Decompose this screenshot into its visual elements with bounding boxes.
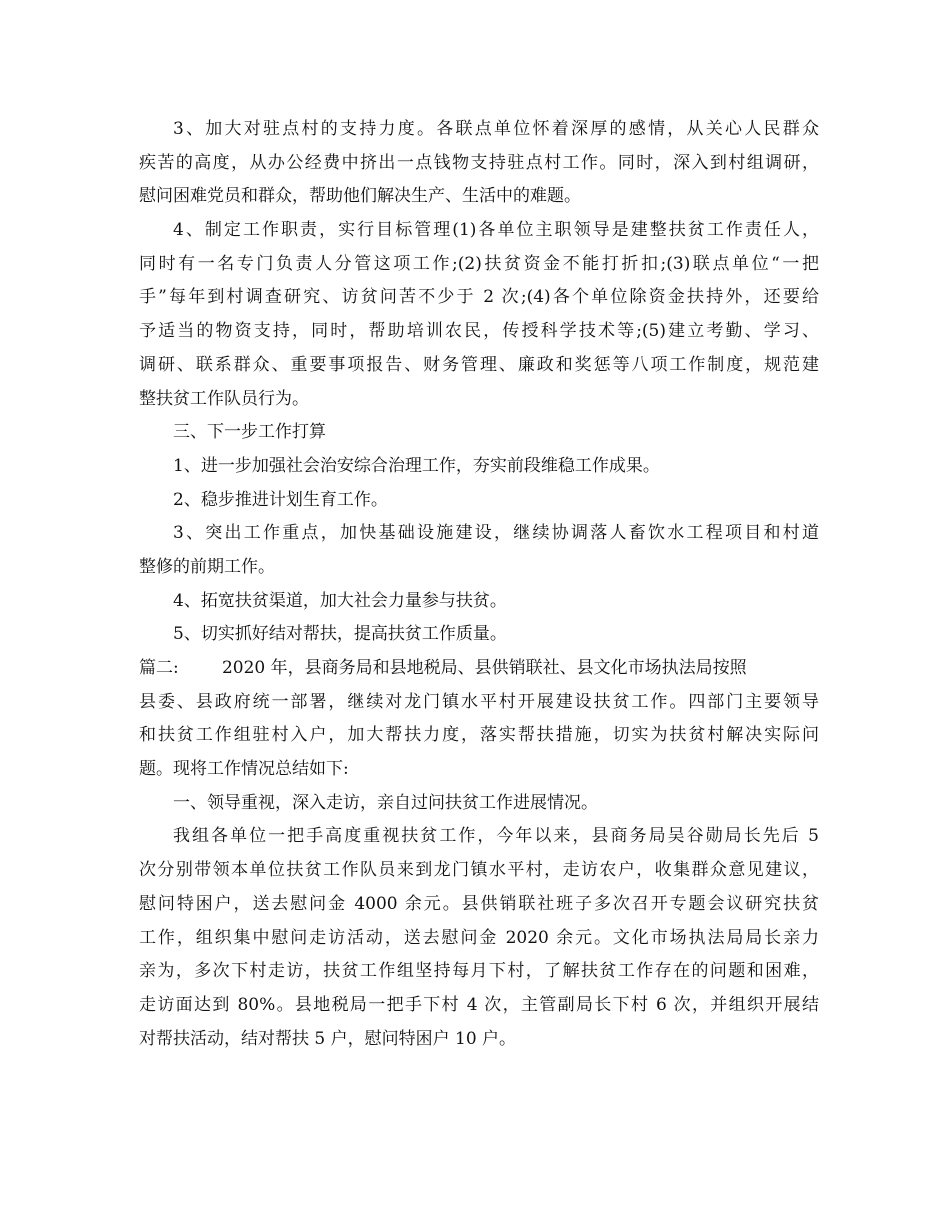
document-body: [139, 113, 819, 1056]
text-line: 予适当的物资支持，同时，帮助培训农民，传授科学技术等;(5)建立考勤、学习、: [139, 321, 819, 342]
text-line: 篇二: 2020 年，县商务局和县地税局、县供销联社、县文化市场执法局按照: [139, 658, 747, 678]
text-line: 一、领导重视，深入走访，亲自过问扶贫工作进展情况。: [173, 792, 598, 813]
text-line: 工作，组织集中慰问走访活动，送去慰问金 2020 余元。文化市场执法局局长亲力: [139, 927, 819, 948]
text-line: 亲为，多次下村走访，扶贫工作组坚持每月下村，了解扶贫工作存在的问题和困难，: [139, 961, 819, 982]
text-line: 3、突出工作重点，加快基础设施建设，继续协调落人畜饮水工程项目和村道: [173, 523, 819, 544]
text-line: 手”每年到村调查研究、访贫问苦不少于 2 次;(4)各个单位除资金扶持外，还要给: [139, 287, 819, 308]
text-line: 和扶贫工作组驻村入户，加大帮扶力度，落实帮扶措施，切实为扶贫村解决实际问: [139, 725, 819, 746]
text-line: 同时有一名专门负责人分管这项工作;(2)扶贫资金不能打折扣;(3)联点单位“一把: [139, 253, 819, 274]
text-line: 2、稳步推进计划生育工作。: [173, 489, 388, 510]
text-line: 慰问困难党员和群众，帮助他们解决生产、生活中的难题。: [139, 186, 581, 207]
text-line: 对帮扶活动，结对帮扶 5 户，慰问特困户 10 户。: [139, 1028, 517, 1049]
text-line: 4、拓宽扶贫渠道，加大社会力量参与扶贫。: [173, 590, 507, 611]
text-line: 次分别带领本单位扶贫工作队员来到龙门镇水平村，走访农户，收集群众意见建议，: [139, 860, 819, 881]
text-line: 5、切实抓好结对帮扶，提高扶贫工作质量。: [173, 624, 507, 645]
text-line: 整修的前期工作。: [139, 556, 275, 577]
text-line: 题。现将工作情况总结如下:: [139, 759, 349, 780]
text-line: 我组各单位一把手高度重视扶贫工作，今年以来，县商务局吴谷勋局长先后 5: [173, 826, 819, 847]
text-line: 疾苦的高度，从办公经费中挤出一点钱物支持驻点村工作。同时，深入到村组调研，: [139, 152, 819, 173]
text-line: 3、加大对驻点村的支持力度。各联点单位怀着深厚的感情，从关心人民群众: [173, 119, 819, 139]
text-line: 县委、县政府统一部署，继续对龙门镇水平村开展建设扶贫工作。四部门主要领导: [139, 691, 819, 712]
text-line: 三、下一步工作打算: [173, 422, 326, 443]
text-line: 4、制定工作职责，实行目标管理(1)各单位主职领导是建整扶贫工作责任人，: [173, 220, 819, 241]
text-line: 走访面达到 80%。县地税局一把手下村 4 次，主管副局长下村 6 次，并组织开展结: [139, 994, 819, 1015]
text-line: 整扶贫工作队员行为。: [139, 388, 309, 409]
text-line: 调研、联系群众、重要事项报告、财务管理、廉政和奖惩等八项工作制度，规范建: [139, 354, 819, 375]
text-line: 1、进一步加强社会治安综合治理工作，夯实前段维稳工作成果。: [173, 455, 660, 476]
text-line: 慰问特困户，送去慰问金 4000 余元。县供销联社班子多次召开专题会议研究扶贫: [139, 893, 819, 914]
